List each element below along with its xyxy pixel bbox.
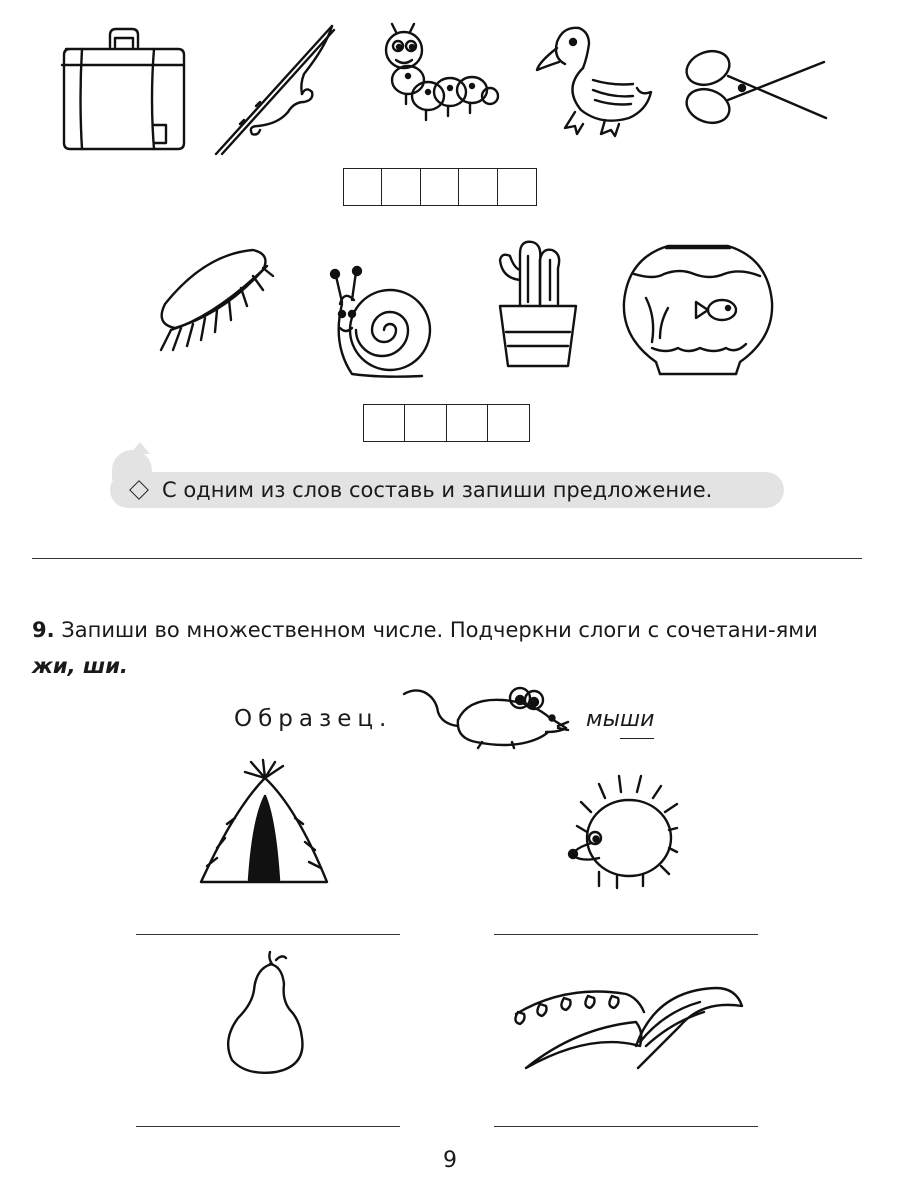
lily-of-the-valley-icon xyxy=(496,982,746,1074)
letter-cell[interactable] xyxy=(458,168,498,206)
fishing-rod-icon xyxy=(210,20,340,158)
haystack-icon xyxy=(195,758,333,886)
task-text: Запиши во множественном числе. Подчеркни слоги с сочетани-ями xyxy=(54,618,818,642)
page-number: 9 xyxy=(443,1148,457,1173)
caterpillar-icon xyxy=(378,20,498,132)
syllable-combo: жи, ши. xyxy=(32,654,128,678)
letter-cell[interactable] xyxy=(363,404,406,442)
snail-icon xyxy=(308,264,438,384)
mouse-icon xyxy=(402,686,570,750)
writing-line[interactable] xyxy=(32,558,862,559)
brush-icon xyxy=(145,246,275,366)
hedgehog-icon xyxy=(565,768,677,890)
letter-cells-row2[interactable] xyxy=(363,404,530,442)
answer-line[interactable] xyxy=(136,934,400,935)
letter-cells-row1[interactable] xyxy=(343,168,537,206)
letter-cell[interactable] xyxy=(381,168,421,206)
pear-icon xyxy=(218,946,318,1074)
task-number: 9. xyxy=(32,618,55,642)
fishbowl-icon xyxy=(622,238,774,380)
instruction-bubble xyxy=(110,472,784,508)
instruction-text: С одним из слов составь и запиши предложение. xyxy=(162,478,713,502)
cactus-icon xyxy=(488,236,588,370)
diamond-icon xyxy=(129,480,149,500)
sample-word-underlined: ши xyxy=(620,707,654,739)
sample-word xyxy=(586,707,654,732)
answer-line[interactable] xyxy=(136,1126,400,1127)
letter-cell[interactable] xyxy=(404,404,447,442)
sample-word-start: мы xyxy=(586,707,620,732)
letter-cell[interactable] xyxy=(446,404,489,442)
letter-cell[interactable] xyxy=(497,168,537,206)
answer-line[interactable] xyxy=(494,1126,758,1127)
scissors-icon xyxy=(680,44,830,132)
letter-cell[interactable] xyxy=(487,404,530,442)
letter-cell[interactable] xyxy=(343,168,383,206)
letter-cell[interactable] xyxy=(420,168,460,206)
sample-label: Образец. xyxy=(234,706,393,732)
answer-line[interactable] xyxy=(494,934,758,935)
duck-icon xyxy=(535,20,655,142)
task-9-instructions xyxy=(32,612,862,684)
suitcase-icon xyxy=(58,25,188,157)
